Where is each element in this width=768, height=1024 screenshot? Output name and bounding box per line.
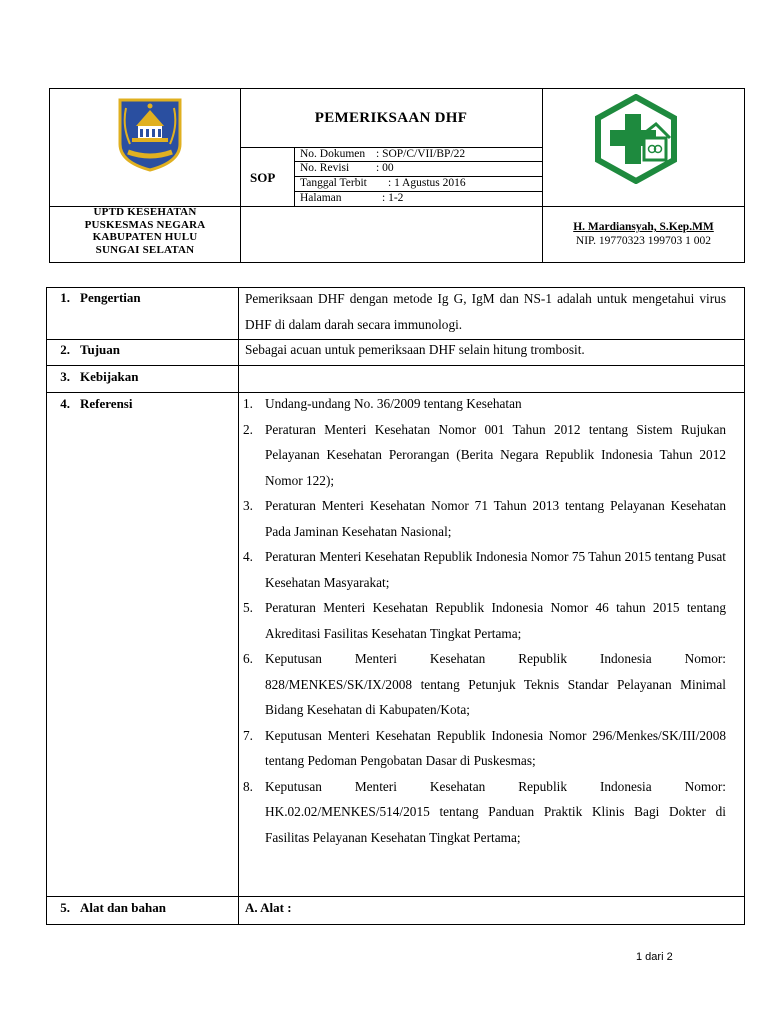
list-item: 3. Peraturan Menteri Kesehatan Nomor 71 Tahun 2013 tentang Pelayanan Kesehatan Pada Jaminan Kesehatan Nasional; <box>243 498 726 539</box>
list-item: 8. Keputusan Menteri Kesehatan Republik Indonesia Nomor: HK.02.02/MENKES/514/2015 tentang Panduan Praktik Klinis Bagi Dokter di Fasilitas Pelayanan Kesehatan Tingkat Pertama; <box>243 778 726 845</box>
section-label-pengertian: 1. Pengertian <box>60 290 141 305</box>
issue-date-row: Tanggal Terbit : 1 Agustus 2016 <box>300 177 466 189</box>
revision-row: No. Revisi : 00 <box>300 162 394 174</box>
section-label-kebijakan: 3. Kebijakan <box>60 369 139 384</box>
institution-name: UPTD KESEHATAN PUSKESMAS NEGARA KABUPATEN HULU SUNGAI SELATAN <box>84 206 206 256</box>
section-text-alat: A. Alat : <box>245 900 292 915</box>
document-title: PEMERIKSAAN DHF <box>314 110 468 126</box>
page-number: 1 dari 2 <box>636 951 673 963</box>
sop-label: SOP <box>250 170 276 185</box>
list-item: 5. Peraturan Menteri Kesehatan Republik Indonesia Nomor 46 tahun 2015 tentang Akreditasi Fasilitas Kesehatan Tingkat Pertama; <box>243 600 726 641</box>
section-text-tujuan: Sebagai acuan untuk pemeriksaan DHF selain hitung trombosit. <box>245 342 585 357</box>
section-label-tujuan: 2. Tujuan <box>60 342 120 357</box>
reference-list <box>239 391 726 850</box>
signatory-name: H. Mardiansyah, S.Kep.MM <box>573 221 714 233</box>
section-label-referensi: 4. Referensi <box>60 396 133 411</box>
signatory-nip: NIP. 19770323 199703 1 002 <box>575 235 712 247</box>
section-text-pengertian: Pemeriksaan DHF dengan metode Ig G, IgM dan NS-1 adalah untuk mengetahui virus DHF di dalam darah secara immunologi. <box>245 291 726 332</box>
puskesmas-logo <box>594 94 678 184</box>
list-item: 7. Keputusan Menteri Kesehatan Republik Indonesia Nomor 296/Menkes/SK/III/2008 tentang Pedoman Pengobatan Dasar di Puskesmas; <box>243 727 726 768</box>
list-item: 6. Keputusan Menteri Kesehatan Republik Indonesia Nomor: 828/MENKES/SK/IX/2008 tentang Petunjuk Teknis Standar Pelayanan Minimal Bidang Kesehatan di Kabupaten/Kota; <box>243 651 726 717</box>
list-item: 2. Peraturan Menteri Kesehatan Nomor 001 Tahun 2012 tentang Sistem Rujukan Pelayanan Kesehatan Perorangan (Berita Negara Republik Indonesia Tahun 2012 Nomor 122); <box>243 421 726 488</box>
section-label-alat-dan-bahan: 5. Alat dan bahan <box>60 900 166 915</box>
page-row: Halaman : 1-2 <box>300 192 404 204</box>
list-item: 1. Undang-undang No. 36/2009 tentang Kesehatan <box>243 396 522 411</box>
list-item: 4. Peraturan Menteri Kesehatan Republik Indonesia Nomor 75 Tahun 2015 tentang Pusat Kesehatan Masyarakat; <box>243 549 726 590</box>
doc-number-row: No. Dokumen : SOP/C/VII/BP/22 <box>300 148 466 160</box>
regency-emblem <box>116 96 184 172</box>
